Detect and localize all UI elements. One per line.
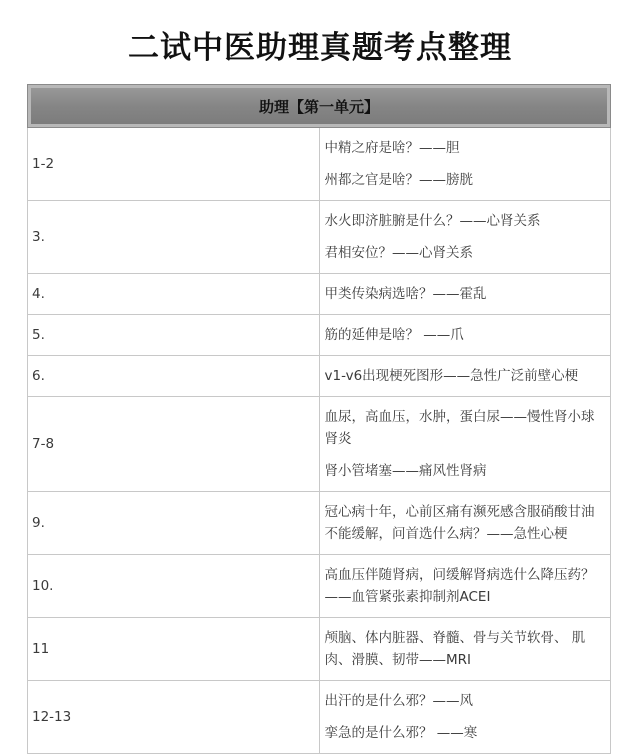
question-content — [319, 681, 611, 754]
question-text: 水火即济脏腑是什么？——心肾关系 — [324, 213, 541, 229]
question-text: 甲类传染病选啥？——霍乱 — [324, 286, 487, 302]
question-text: 血尿，高血压，水肿，蛋白尿——慢性肾小球肾炎 — [324, 409, 595, 447]
question-number: 7-8 — [28, 397, 320, 492]
question-content — [319, 201, 611, 274]
page-title: 二试中医助理真题考点整理 — [128, 30, 512, 66]
question-text: 中精之府是啥？——胆 — [324, 140, 460, 156]
question-number: 4. — [28, 274, 320, 315]
exam-points-table-container — [27, 84, 611, 754]
question-number: 1-2 — [28, 128, 320, 201]
question-number: 9. — [28, 492, 320, 555]
question-text: 冠心病十年，心前区痛有濒死感含服硝酸甘油不能缓解，问首选什么病？——急性心梗 — [324, 504, 595, 542]
question-text: 筋的延伸是啥？ ——爪 — [324, 327, 464, 343]
question-text: 州都之官是啥？——膀胱 — [324, 172, 473, 188]
table-row — [28, 274, 611, 315]
question-content — [319, 128, 611, 201]
question-number: 5. — [28, 315, 320, 356]
question-content — [319, 356, 611, 397]
question-number: 3. — [28, 201, 320, 274]
exam-points-table — [27, 84, 611, 754]
question-number: 11 — [28, 618, 320, 681]
question-text: 挛急的是什么邪？ ——寒 — [324, 725, 478, 741]
table-row — [28, 356, 611, 397]
question-text: 出汗的是什么邪？——风 — [324, 693, 473, 709]
question-content — [319, 274, 611, 315]
question-content — [319, 555, 611, 618]
table-row — [28, 681, 611, 754]
table-row — [28, 492, 611, 555]
question-text: v1-v6出现梗死图形——急性广泛前壁心梗 — [324, 368, 579, 384]
question-number: 10. — [28, 555, 320, 618]
table-body — [28, 128, 611, 754]
question-content — [319, 397, 611, 492]
question-content — [319, 618, 611, 681]
question-content — [319, 492, 611, 555]
table-row — [28, 555, 611, 618]
question-text: 肾小管堵塞——痛风性肾病 — [324, 463, 487, 479]
question-content — [319, 315, 611, 356]
question-text: 君相安位？——心肾关系 — [324, 245, 473, 261]
question-text: 颅脑、体内脏器、脊髓、骨与关节软骨、 肌肉、滑膜、韧带——MRI — [324, 630, 586, 668]
table-row — [28, 618, 611, 681]
table-header: 助理【第一单元】 — [28, 85, 611, 128]
table-row — [28, 128, 611, 201]
question-number: 6. — [28, 356, 320, 397]
table-row — [28, 201, 611, 274]
table-row — [28, 397, 611, 492]
question-number: 12-13 — [28, 681, 320, 754]
question-text: 高血压伴随肾病，问缓解肾病选什么降压药？——血管紧张素抑制剂ACEI — [324, 567, 595, 605]
table-header-row — [28, 85, 611, 128]
table-row — [28, 315, 611, 356]
